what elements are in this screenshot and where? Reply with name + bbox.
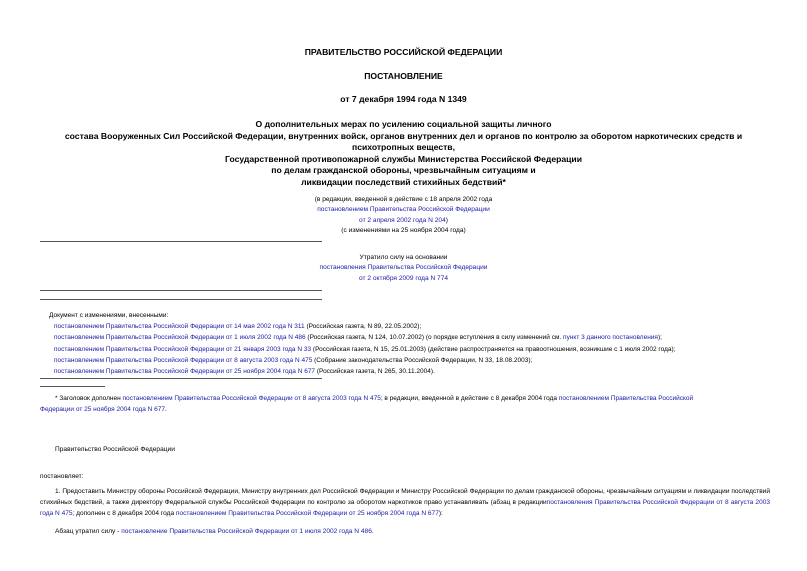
paragraph-link[interactable]: постановление Правительства Российской Федерации от 1 июля 2002 года N 486 bbox=[121, 528, 372, 535]
edition-note bbox=[0, 195, 807, 236]
paragraph-text: . bbox=[371, 528, 374, 535]
title-line: ликвидации последствий стихийных бедствий* bbox=[301, 176, 506, 187]
footnote-link[interactable]: постановлением Правительства Российской Федерации от 8 августа 2003 года N 475 bbox=[122, 395, 381, 402]
amended-by-label: Документ с изменениями, внесенными: bbox=[49, 312, 169, 319]
footnote bbox=[40, 393, 770, 416]
paragraph-text: Абзац утратил силу - bbox=[55, 528, 122, 535]
footnote-text: ; в редакции, введенной в действие с 8 декабря 2004 года bbox=[380, 395, 559, 402]
amendment-source: (Российская газета, N 89, 22.05.2002); bbox=[304, 323, 422, 331]
title-line: по делам гражданской обороны, чрезвычайным ситуациям и bbox=[271, 165, 536, 175]
lost-force-link-date[interactable]: от 2 октября 2009 года N 774 bbox=[358, 274, 449, 282]
edition-line: (в редакции, введенной в действие с 18 апреля 2002 года bbox=[314, 196, 493, 203]
edition-link-date[interactable]: от 2 апреля 2002 года N 204 bbox=[359, 216, 446, 224]
paragraph-link[interactable]: постановлением Правительства Российской Федерации от 25 ноября 2004 года N 677 bbox=[175, 510, 439, 517]
title-line: состава Вооруженных Сил Российской Федерации, внутренних войск, органов внутренних дел и органов по контролю за оборотом наркотических средств и психотропных веществ, bbox=[64, 130, 743, 152]
amendment-link[interactable]: постановлением Правительства Российской Федерации от 21 января 2003 года N 33 bbox=[54, 345, 312, 353]
paragraph-link[interactable]: постановления Правительства Российской Федерации от 8 августа 2003 года N 475 bbox=[40, 499, 770, 517]
amendment-clause-link[interactable]: пункт 3 данного постановления bbox=[563, 334, 658, 342]
list-item bbox=[49, 355, 675, 366]
list-item bbox=[49, 321, 675, 332]
footnote-link[interactable]: постановлением Правительства Российской bbox=[558, 395, 694, 402]
paragraph-text: 1. Предоставить Министру обороны Российской Федерации, Министру внутренних дел Российской Федерации и Министру Российской Федерации по делам гражданской обороны, чрезвычайным ситуациям и ликвидации последствий стихийных бедствий, а также директору Федеральной службы Российской Федерации по контролю за оборотом наркотиков право устанавливать (абзац в редакции bbox=[40, 488, 770, 506]
lost-force-note bbox=[0, 253, 807, 284]
paragraph-1 bbox=[40, 486, 770, 519]
amendment-link[interactable]: постановлением Правительства Российской Федерации от 8 августа 2003 года N 475 bbox=[54, 356, 313, 364]
amendment-source: (Российская газета, N 265, 30.11.2004). bbox=[315, 368, 435, 376]
divider bbox=[40, 378, 322, 379]
amendment-source: (Российская газета, N 15, 25.01.2003) (действие распространяется на правоотношения, возникшие с 1 июля 2002 года); bbox=[311, 345, 676, 353]
divider bbox=[40, 241, 322, 242]
document-title bbox=[40, 119, 767, 188]
title-line: Государственной противопожарной службы Министерства Российской Федерации bbox=[225, 153, 582, 164]
amendment-source: (Собрание законодательства Российской Федерации, N 33, 18.08.2003); bbox=[312, 356, 533, 364]
paragraph-text: ; дополнен с 8 декабря 2004 года bbox=[72, 510, 176, 517]
header-date-number: от 7 декабря 1994 года N 1349 bbox=[340, 94, 467, 104]
paragraph-2 bbox=[55, 528, 374, 535]
amendment-source-tail: ); bbox=[657, 334, 662, 342]
amendment-link[interactable]: постановлением Правительства Российской Федерации от 25 ноября 2004 года N 677 bbox=[54, 368, 316, 376]
resolves-line: постановляет: bbox=[40, 473, 84, 480]
edition-link-tail: ) bbox=[445, 216, 448, 224]
amendment-source: (Российская газета, N 124, 10.07.2002) (о порядке вступления в силу изменений см. bbox=[305, 334, 564, 342]
amendment-link[interactable]: постановлением Правительства Российской Федерации от 1 июля 2002 года N 486 bbox=[54, 334, 306, 342]
edition-changes-line: (с изменениями на 25 ноября 2004 года) bbox=[341, 226, 466, 234]
lost-force-link[interactable]: постановления Правительства Российской Федерации bbox=[319, 264, 488, 272]
amended-by-list bbox=[49, 310, 675, 377]
list-item bbox=[49, 332, 675, 343]
government-line: Правительство Российской Федерации bbox=[55, 446, 175, 453]
header-org: ПРАВИТЕЛЬСТВО РОССИЙСКОЙ ФЕДЕРАЦИИ bbox=[304, 47, 503, 57]
edition-link[interactable]: постановлением Правительства Российской Федерации bbox=[317, 206, 490, 214]
list-item bbox=[49, 344, 675, 355]
amendment-link[interactable]: постановлением Правительства Российской Федерации от 14 мая 2002 года N 311 bbox=[54, 323, 305, 331]
footnote-text: . bbox=[164, 406, 167, 414]
footnote-text: * Заголовок дополнен bbox=[55, 395, 123, 402]
lost-force-line: Утратило силу на основании bbox=[359, 254, 448, 261]
footnote-link[interactable]: Федерации от 25 ноября 2004 года N 677 bbox=[40, 406, 165, 414]
paragraph-text: ): bbox=[438, 510, 443, 517]
divider bbox=[40, 299, 322, 300]
footnote-divider bbox=[40, 386, 105, 387]
title-line: О дополнительных мерах по усилению социальной защиты личного bbox=[255, 119, 552, 129]
divider bbox=[40, 290, 322, 291]
list-item bbox=[49, 366, 675, 377]
header-doc-type: ПОСТАНОВЛЕНИЕ bbox=[364, 71, 443, 81]
